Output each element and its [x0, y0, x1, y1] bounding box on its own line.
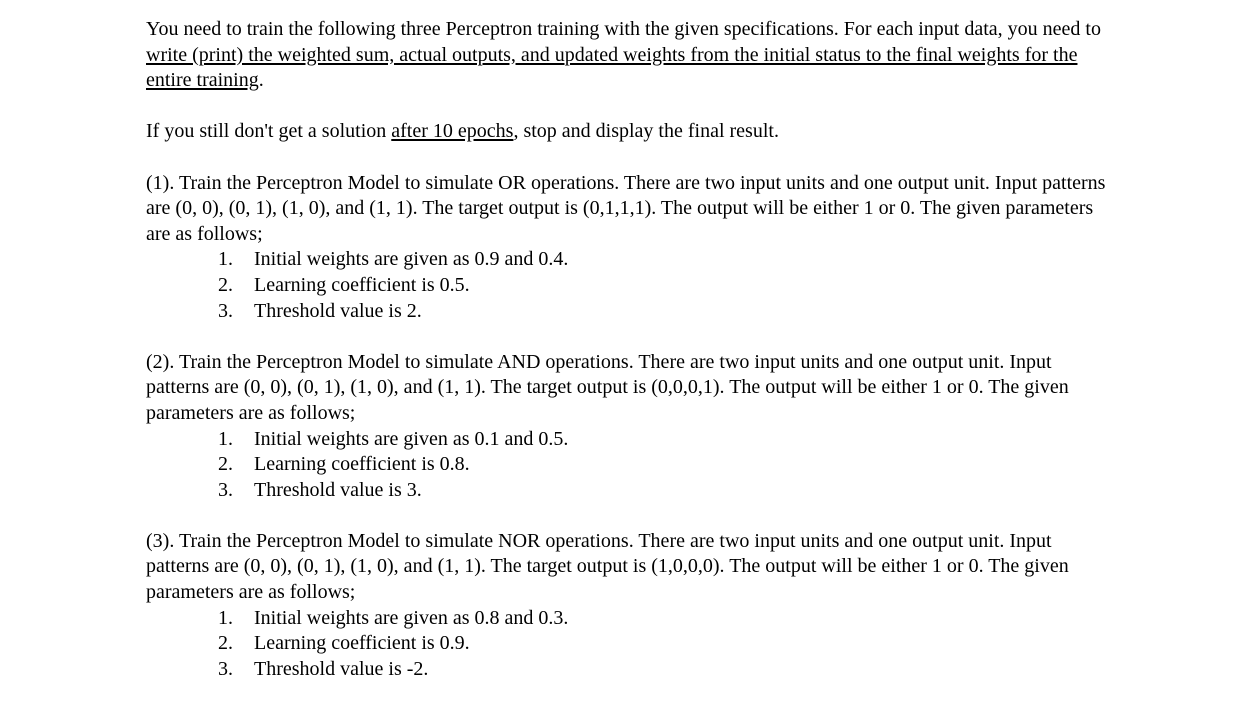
parameter-number: 3. — [218, 478, 233, 501]
parameter-item — [146, 478, 1106, 504]
parameter-text: Threshold value is 3. — [254, 478, 422, 501]
parameter-number: 2. — [218, 632, 233, 655]
parameter-text: Learning coefficient is 0.8. — [254, 453, 470, 476]
parameter-text: Threshold value is -2. — [254, 657, 429, 680]
parameter-number: 1. — [218, 606, 233, 629]
parameter-item — [146, 657, 1106, 683]
problem-or — [146, 171, 1106, 325]
parameter-item — [146, 631, 1106, 657]
parameter-text: Threshold value is 2. — [254, 299, 422, 322]
problem-description: (1). Train the Perceptron Model to simulate OR operations. There are two input units and one output unit. Input patterns are (0, 0), (0, 1), (1, 0), and (1, 1). The target output is (0,1,1,1). The output will be either 1 or 0. The given parameters are as follows; — [146, 171, 1106, 245]
parameter-number: 3. — [218, 299, 233, 322]
intro-paragraph — [146, 17, 1106, 94]
parameter-list — [146, 606, 1106, 683]
paragraph-spacer — [146, 145, 1106, 171]
problem-and — [146, 350, 1106, 504]
parameter-number: 2. — [218, 273, 233, 296]
parameter-text: Learning coefficient is 0.5. — [254, 273, 470, 296]
intro-underlined-requirement: write (print) the weighted sum, actual outputs, and updated weights from the initial status to the final weights for the entire training — [146, 43, 1078, 92]
parameter-text: Initial weights are given as 0.8 and 0.3. — [254, 606, 569, 629]
parameter-number: 3. — [218, 657, 233, 680]
parameter-number: 1. — [218, 427, 233, 450]
intro-text-before: You need to train the following three Perceptron training with the given specifications. For each input data, you need to — [146, 18, 1101, 40]
stop-rule-text-before: If you still don't get a solution — [146, 120, 392, 143]
parameter-item — [146, 273, 1106, 299]
parameter-item — [146, 299, 1106, 325]
parameter-list — [146, 247, 1106, 324]
parameter-text: Initial weights are given as 0.9 and 0.4. — [254, 248, 569, 271]
intro-text-after: . — [258, 69, 264, 92]
parameter-number: 1. — [218, 248, 233, 271]
paragraph-spacer — [146, 324, 1106, 350]
parameter-list — [146, 427, 1106, 504]
problem-nor — [146, 529, 1106, 683]
stop-rule-text-after: , stop and display the final result. — [513, 120, 779, 143]
document-body — [146, 17, 1106, 682]
parameter-text: Initial weights are given as 0.1 and 0.5. — [254, 427, 569, 450]
problem-description: (2). Train the Perceptron Model to simulate AND operations. There are two input units and one output unit. Input patterns are (0, 0), (0, 1), (1, 0), and (1, 1). The target output is (0,0,0,1). The output will be either 1 or 0. The given parameters are as follows; — [146, 350, 1069, 424]
parameter-item — [146, 452, 1106, 478]
parameter-number: 2. — [218, 453, 233, 476]
stop-rule-underlined: after 10 epochs — [391, 120, 514, 143]
parameter-item — [146, 427, 1106, 453]
paragraph-spacer — [146, 503, 1106, 529]
problem-description: (3). Train the Perceptron Model to simulate NOR operations. There are two input units and one output unit. Input patterns are (0, 0), (0, 1), (1, 0), and (1, 1). The target output is (1,0,0,0). The output will be either 1 or 0. The given parameters are as follows; — [146, 529, 1069, 604]
parameter-item — [146, 247, 1106, 273]
parameter-text: Learning coefficient is 0.9. — [254, 632, 470, 655]
parameter-item — [146, 606, 1106, 632]
paragraph-spacer — [146, 94, 1106, 120]
stop-rule-paragraph — [146, 119, 1106, 145]
